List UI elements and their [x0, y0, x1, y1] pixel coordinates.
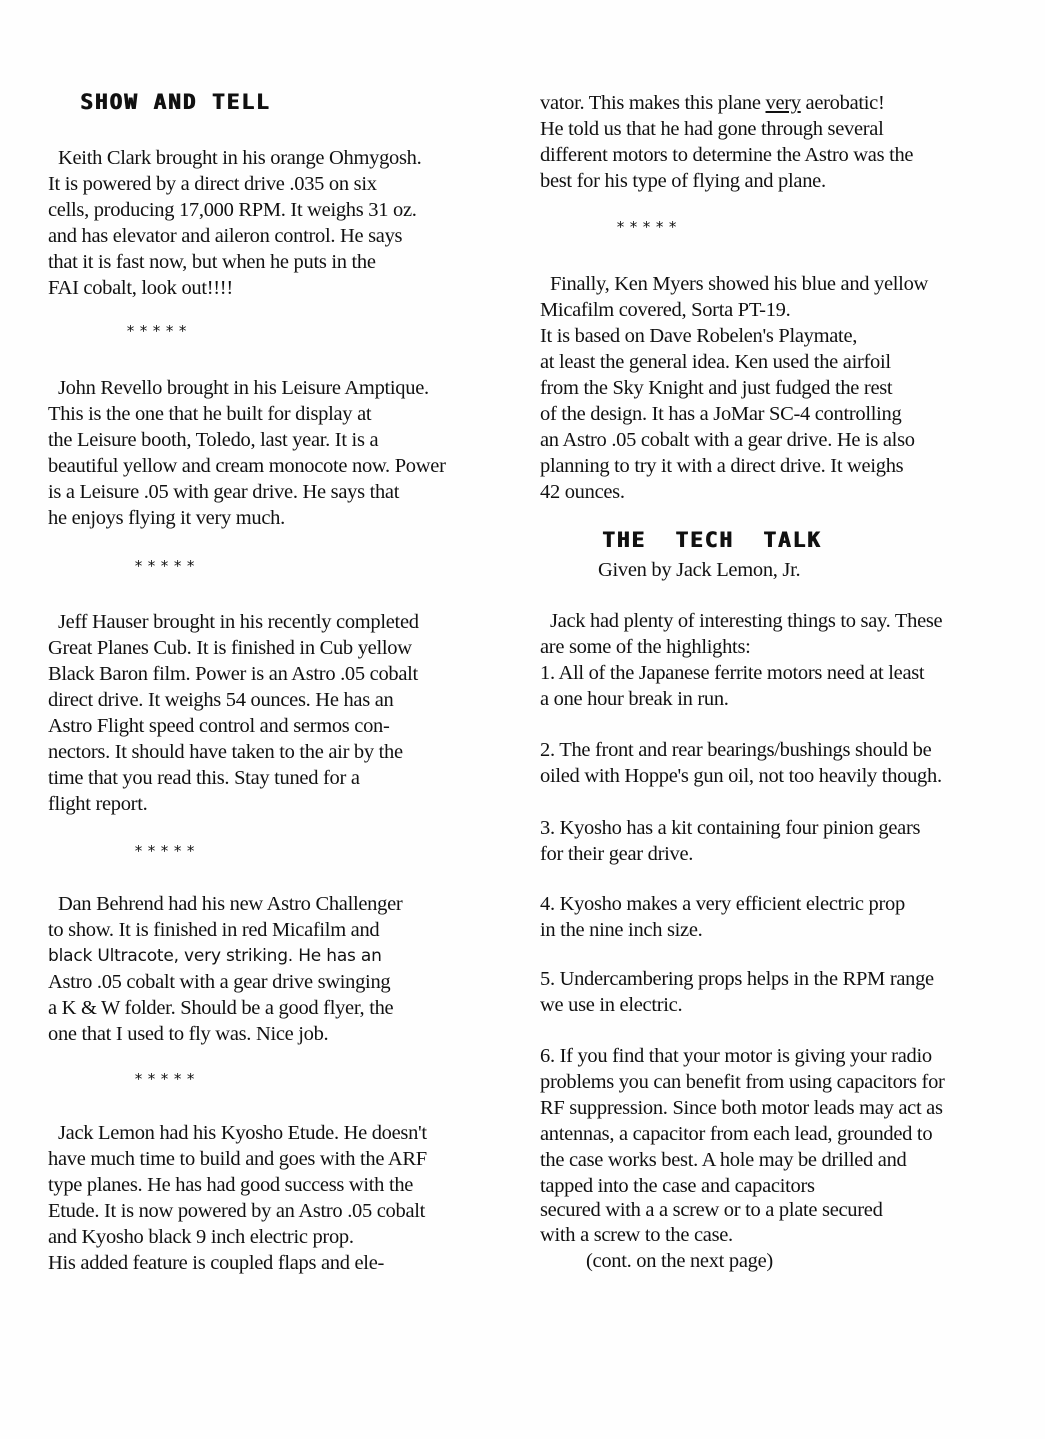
text-line: Micafilm covered, Sorta PT-19. [540, 299, 791, 321]
text-line: This is the one that he built for display at [48, 403, 372, 425]
text-line: Keith Clark brought in his orange Ohmygosh. [58, 147, 422, 169]
text-line: Black Baron film. Power is an Astro .05 cobalt [48, 663, 418, 685]
text-line: different motors to determine the Astro was the [540, 144, 914, 166]
show-and-tell-heading: SHOW AND TELL [80, 90, 271, 114]
text-line: 5. Undercambering props helps in the RPM range [540, 968, 934, 990]
section-separator: ***** [134, 1070, 200, 1088]
section-separator: ***** [616, 218, 682, 236]
text-line: tapped into the case and capacitors [540, 1175, 815, 1197]
text-line: the Leisure booth, Toledo, last year. It is a [48, 429, 379, 451]
text-line: from the Sky Knight and just fudged the rest [540, 377, 893, 399]
section-separator: ***** [126, 322, 192, 340]
text-line: are some of the highlights: [540, 636, 751, 658]
text-line: 6. If you find that your motor is giving your radio [540, 1045, 932, 1067]
text-line: problems you can benefit from using capacitors for [540, 1071, 945, 1093]
text-line: RF suppression. Since both motor leads may act as [540, 1097, 943, 1119]
text-line: Finally, Ken Myers showed his blue and yellow [550, 273, 929, 295]
text-line: 1. All of the Japanese ferrite motors need at least [540, 662, 925, 684]
text-line: 4. Kyosho makes a very efficient electric prop [540, 893, 905, 915]
text-line: that it is fast now, but when he puts in the [48, 251, 376, 273]
text-line: Great Planes Cub. It is finished in Cub yellow [48, 637, 412, 659]
text-fragment: aerobatic! [800, 92, 885, 114]
text-line: He told us that he had gone through several [540, 118, 884, 140]
text-line: oiled with Hoppe's gun oil, not too heavily though. [540, 765, 942, 787]
text-line: Jack had plenty of interesting things to say. These [550, 610, 943, 632]
text-line: and has elevator and aileron control. He says [48, 225, 403, 247]
text-line: Etude. It is now powered by an Astro .05 cobalt [48, 1200, 426, 1222]
text-line: black Ultracote, very striking. He has an [48, 946, 382, 966]
text-line: flight report. [48, 793, 148, 815]
text-line: for their gear drive. [540, 843, 694, 865]
emphasis-text: very [765, 92, 801, 114]
text-line: is a Leisure .05 with gear drive. He says that [48, 481, 400, 503]
text-line: Astro .05 cobalt with a gear drive swinging [48, 971, 391, 993]
text-line: and Kyosho black 9 inch electric prop. [48, 1226, 354, 1248]
tech-talk-heading: THE TECH TALK [602, 528, 822, 552]
section-separator: ***** [134, 557, 200, 575]
text-line: beautiful yellow and cream monocote now. Power [48, 455, 446, 477]
text-line: planning to try it with a direct drive. It weighs [540, 455, 904, 477]
text-line: Jeff Hauser brought in his recently completed [58, 611, 419, 633]
text-line: with a screw to the case. [540, 1224, 733, 1246]
text-line: an Astro .05 cobalt with a gear drive. He is also [540, 429, 915, 451]
text-line: to show. It is finished in red Micafilm and [48, 919, 380, 941]
text-line: have much time to build and goes with the ARF [48, 1148, 427, 1170]
text-line: It is powered by a direct drive .035 on six [48, 173, 377, 195]
text-line: Astro Flight speed control and sermos con- [48, 715, 390, 737]
text-line: one that I used to fly was. Nice job. [48, 1023, 329, 1045]
text-line: cells, producing 17,000 RPM. It weighs 31 oz. [48, 199, 417, 221]
text-line: direct drive. It weighs 54 ounces. He has an [48, 689, 394, 711]
text-line: nectors. It should have taken to the air by the [48, 741, 403, 763]
text-line: His added feature is coupled flaps and ele- [48, 1252, 385, 1274]
tech-talk-byline: Given by Jack Lemon, Jr. [598, 559, 801, 581]
text-line: 2. The front and rear bearings/bushings should be [540, 739, 932, 761]
text-line: we use in electric. [540, 994, 683, 1016]
text-line: at least the general idea. Ken used the airfoil [540, 351, 891, 373]
text-line: Dan Behrend had his new Astro Challenger [58, 893, 403, 915]
text-line: best for his type of flying and plane. [540, 170, 826, 192]
text-line: Jack Lemon had his Kyosho Etude. He doesn't [58, 1122, 427, 1144]
section-separator: ***** [134, 842, 200, 860]
text-fragment: vator. This makes this plane [540, 92, 766, 114]
text-line: a K & W folder. Should be a good flyer, the [48, 997, 394, 1019]
text-line: It is based on Dave Robelen's Playmate, [540, 325, 858, 347]
text-line: antennas, a capacitor from each lead, grounded to [540, 1123, 933, 1145]
text-line: a one hour break in run. [540, 688, 729, 710]
text-line: he enjoys flying it very much. [48, 507, 285, 529]
text-line [540, 90, 885, 116]
text-line: John Revello brought in his Leisure Amptique. [58, 377, 429, 399]
text-line: type planes. He has had good success with the [48, 1174, 414, 1196]
text-line: in the nine inch size. [540, 919, 703, 941]
text-line: of the design. It has a JoMar SC-4 controlling [540, 403, 902, 425]
text-line: secured with a a screw or to a plate secured [540, 1199, 883, 1221]
text-line: FAI cobalt, look out!!!! [48, 277, 233, 299]
text-line: 42 ounces. [540, 481, 625, 503]
text-line: time that you read this. Stay tuned for a [48, 767, 360, 789]
continued-note: (cont. on the next page) [586, 1250, 773, 1272]
text-line: 3. Kyosho has a kit containing four pinion gears [540, 817, 921, 839]
text-line: the case works best. A hole may be drilled and [540, 1149, 907, 1171]
